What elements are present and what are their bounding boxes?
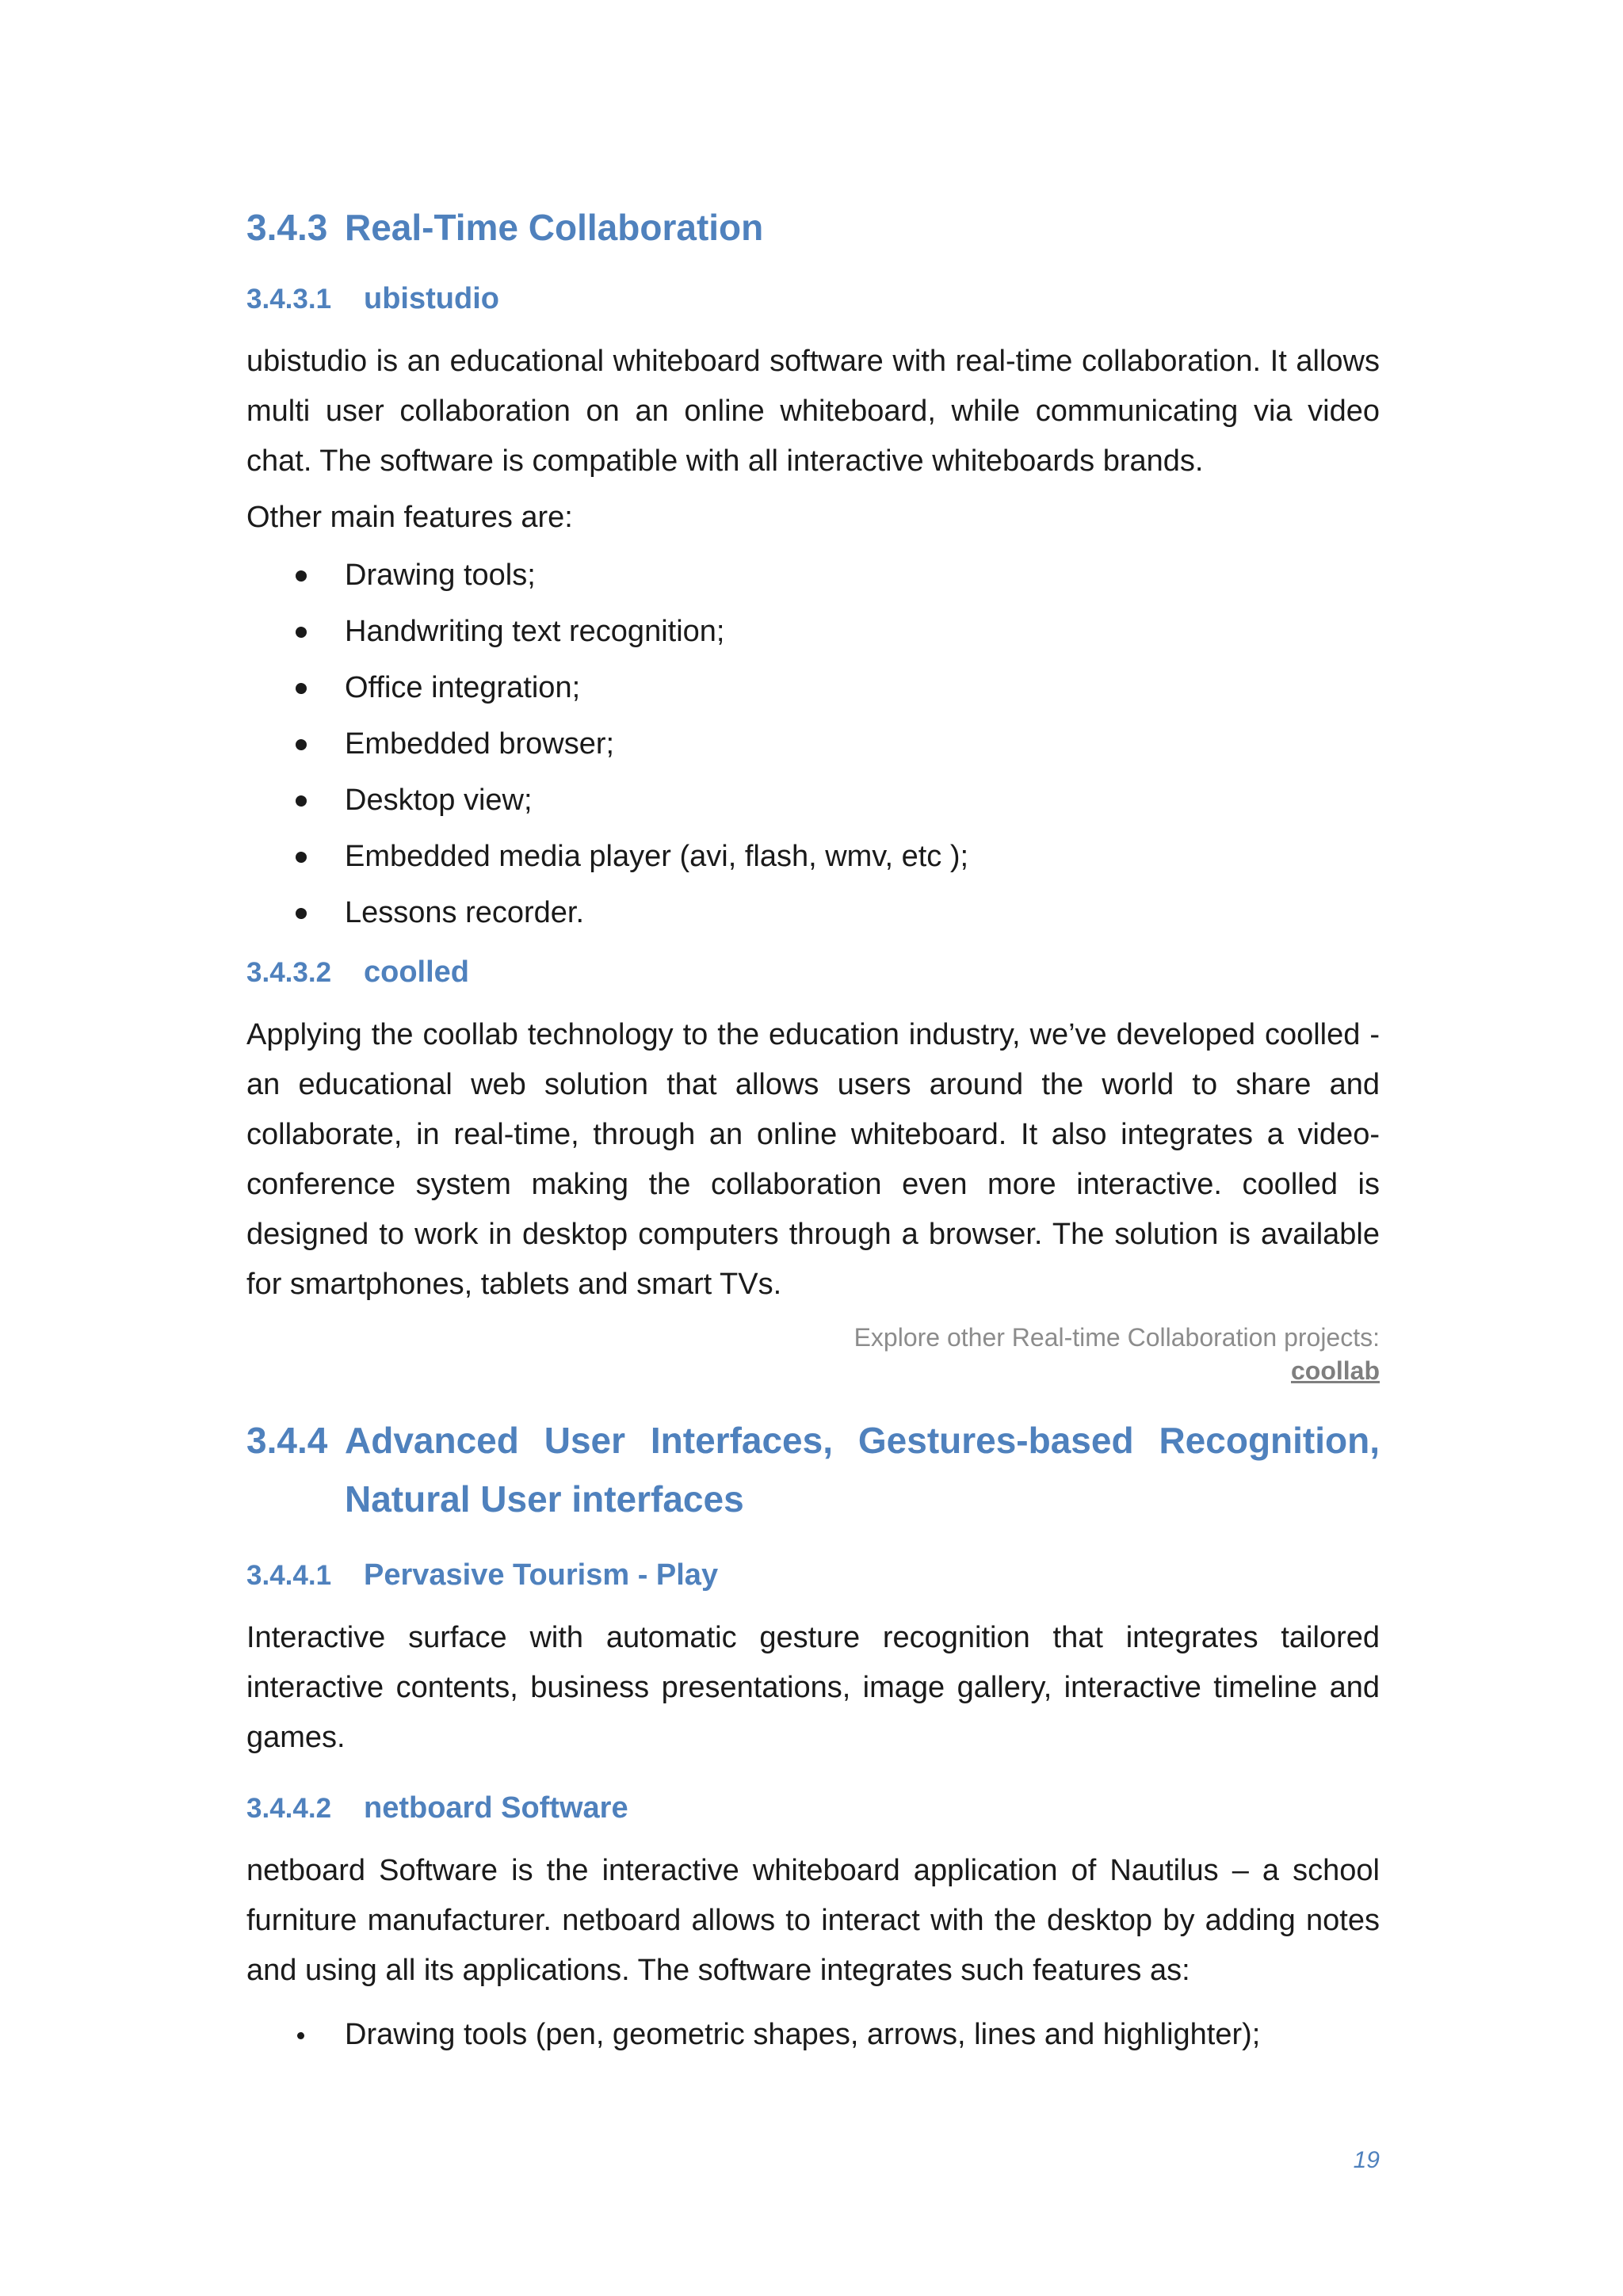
list-item <box>246 885 1380 941</box>
section-number: 3.4.3 <box>246 207 328 248</box>
bullet-icon <box>296 683 307 694</box>
section-heading-3-4-3 <box>246 198 1380 257</box>
ubistudio-feature-list <box>246 547 1380 941</box>
subsection-number: 3.4.3.2 <box>246 957 332 988</box>
subsection-heading-3-4-4-2 <box>246 1788 1380 1829</box>
list-item <box>246 772 1380 829</box>
pervasive-tourism-paragraph: Interactive surface with automatic gesture recognition that integrates tailored interactive contents, business presentations, image gallery, interactive timeline and games. <box>246 1621 1380 1754</box>
document-page <box>246 174 1380 2063</box>
list-item <box>246 2007 1380 2063</box>
bullet-icon <box>296 795 307 807</box>
subsection-number: 3.4.3.1 <box>246 284 332 315</box>
bullet-icon <box>296 570 307 582</box>
list-item <box>246 547 1380 604</box>
section-heading-3-4-4 <box>246 1411 1380 1528</box>
section-title: Advanced User Interfaces, Gestures-based Recognition, Natural User interfaces <box>345 1420 1380 1520</box>
bullet-icon <box>297 2032 304 2039</box>
explore-projects-note <box>246 1321 1380 1387</box>
bullet-icon <box>296 908 307 919</box>
list-item-text: Drawing tools (pen, geometric shapes, arrows, lines and highlighter); <box>345 2018 1261 2051</box>
coolled-paragraph: Applying the coollab technology to the education industry, we’ve developed coolled - an educational web solution that allows users around the world to share and collaborate, in real-time, through an online whiteboard. It also integrates a video-conference system making the collaboration even more interactive. coolled is designed to work in desktop computers through a browser. The solution is available for smartphones, tablets and smart TVs. <box>246 1018 1380 1301</box>
subsection-title: coolled <box>364 955 470 989</box>
list-item-text: Drawing tools; <box>345 559 536 592</box>
ubistudio-paragraph: ubistudio is an educational whiteboard software with real-time collaboration. It allows multi user collaboration on an online whiteboard, while communicating via video chat. The software is compatible with all interactive whiteboards brands. <box>246 345 1380 478</box>
list-item-text: Lessons recorder. <box>345 896 585 929</box>
subsection-heading-3-4-3-1 <box>246 279 1380 319</box>
section-title: Real-Time Collaboration <box>345 207 764 248</box>
section-number: 3.4.4 <box>246 1420 328 1461</box>
subsection-title: ubistudio <box>364 282 499 315</box>
list-item-text: Desktop view; <box>345 784 533 817</box>
subsection-title: Pervasive Tourism - Play <box>364 1558 719 1592</box>
page-number: 19 <box>1353 2147 1380 2173</box>
list-item-text: Handwriting text recognition; <box>345 615 725 648</box>
subsection-heading-3-4-3-2 <box>246 952 1380 993</box>
bullet-icon <box>296 852 307 863</box>
subsection-number: 3.4.4.2 <box>246 1793 332 1824</box>
list-item-text: Embedded browser; <box>345 727 615 761</box>
subsection-heading-3-4-4-1 <box>246 1555 1380 1596</box>
list-item-text: Office integration; <box>345 671 581 704</box>
subsection-title: netboard Software <box>364 1791 628 1825</box>
features-intro: Other main features are: <box>246 501 573 534</box>
list-item <box>246 604 1380 660</box>
list-item <box>246 716 1380 772</box>
list-item-text: Embedded media player (avi, flash, wmv, etc ); <box>345 840 969 873</box>
coollab-link[interactable]: coollab <box>1290 1356 1380 1385</box>
subsection-number: 3.4.4.1 <box>246 1560 332 1591</box>
netboard-feature-list <box>246 2007 1380 2063</box>
list-item <box>246 829 1380 885</box>
netboard-paragraph: netboard Software is the interactive whiteboard application of Nautilus – a school furniture manufacturer. netboard allows to interact with the desktop by adding notes and using all its applications. The software integrates such features as: <box>246 1854 1380 1987</box>
explore-text: Explore other Real-time Collaboration projects: <box>854 1323 1380 1352</box>
list-item <box>246 660 1380 716</box>
bullet-icon <box>296 739 307 750</box>
bullet-icon <box>296 627 307 638</box>
